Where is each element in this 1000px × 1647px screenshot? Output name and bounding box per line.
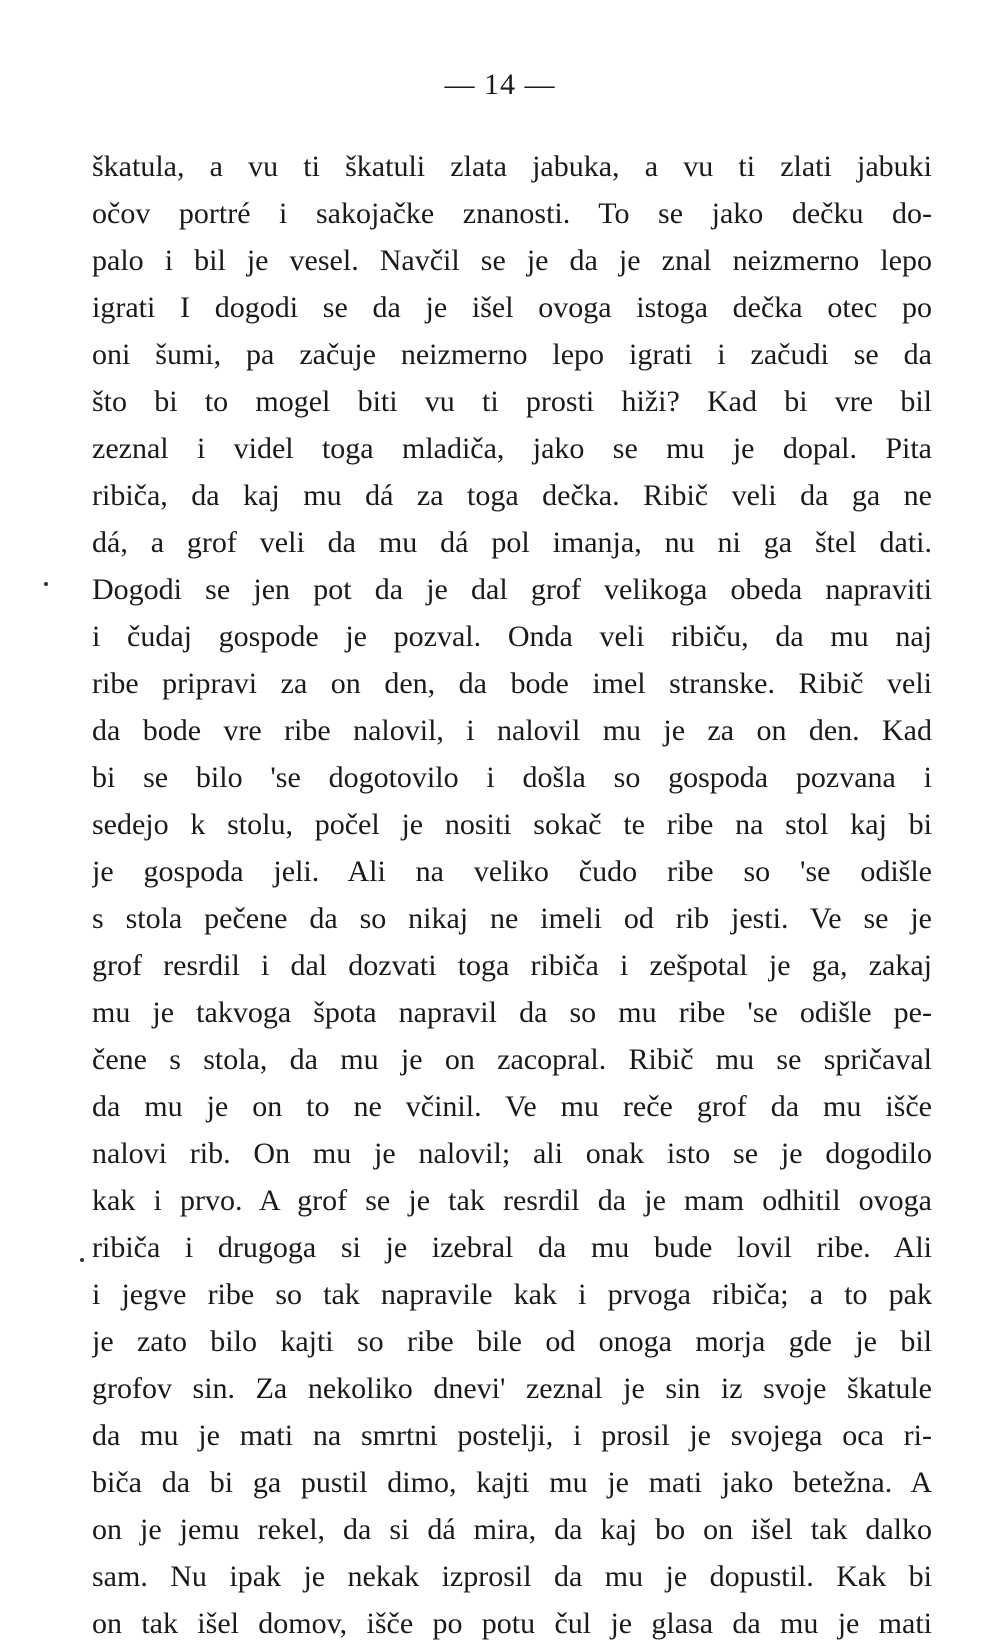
text-line: škatula, a vu ti škatuli zlata jabuka, a vu ti zlati jabuki — [92, 150, 932, 183]
text-line: je gospoda jeli. Ali na veliko čudo ribe so 'se odišle — [92, 855, 932, 888]
text-line: ribiča, da kaj mu dá za toga dečka. Ribič veli da ga ne — [92, 479, 932, 512]
text-line: čene s stola, da mu je on zacopral. Ribič mu se spričaval — [92, 1043, 932, 1076]
text-line: je zato bilo kajti so ribe bile od onoga morja gde je bil — [92, 1325, 932, 1358]
text-line: da mu je mati na smrtni postelji, i prosil je svojega oca ri- — [92, 1419, 932, 1452]
text-line: bi se bilo 'se dogotovilo i došla so gospoda pozvana i — [92, 761, 932, 794]
text-line: sedejo k stolu, počel je nositi sokač te ribe na stol kaj bi — [92, 808, 932, 841]
page-number: — 14 — — [444, 68, 556, 101]
text-line: da bode vre ribe nalovil, i nalovil mu je za on den. Kad — [92, 714, 932, 747]
text-line: grofov sin. Za nekoliko dnevi' zeznal je sin iz svoje škatule — [92, 1372, 932, 1405]
margin-mark — [80, 1258, 84, 1262]
text-line: oni šumi, pa začuje neizmerno lepo igrati i začudi se da — [92, 338, 932, 371]
text-line: i jegve ribe so tak napravile kak i prvoga ribiča; a to pak — [92, 1278, 932, 1311]
text-line: što bi to mogel biti vu ti prosti hiži? Kad bi vre bil — [92, 385, 932, 418]
text-line: ribe pripravi za on den, da bode imel stranske. Ribič veli — [92, 667, 932, 700]
text-line: Dogodi se jen pot da je dal grof velikoga obeda napraviti — [92, 573, 932, 606]
margin-mark — [44, 582, 48, 586]
text-line: on je jemu rekel, da si dá mira, da kaj bo on išel tak dalko — [92, 1513, 932, 1546]
text-line: zeznal i videl toga mladiča, jako se mu je dopal. Pita — [92, 432, 932, 465]
text-line: palo i bil je vesel. Navčil se je da je znal neizmerno lepo — [92, 244, 932, 277]
text-line: očov portré i sakojačke znanosti. To se jako dečku do- — [92, 197, 932, 230]
text-line: on tak išel domov, išče po potu čul je glasa da mu je mati — [92, 1607, 932, 1640]
text-line: i čudaj gospode je pozval. Onda veli ribiču, da mu naj — [92, 620, 932, 653]
text-line: ribiča i drugoga si je izebral da mu bude lovil ribe. Ali — [92, 1231, 932, 1264]
body-text — [92, 143, 932, 1647]
text-line: biča da bi ga pustil dimo, kajti mu je mati jako betežna. A — [92, 1466, 932, 1499]
text-line: nalovi rib. On mu je nalovil; ali onak isto se je dogodilo — [92, 1137, 932, 1170]
text-line: igrati I dogodi se da je išel ovoga istoga dečka otec po — [92, 291, 932, 324]
text-line: sam. Nu ipak je nekak izprosil da mu je dopustil. Kak bi — [92, 1560, 932, 1593]
text-line: da mu je on to ne včinil. Ve mu reče grof da mu išče — [92, 1090, 932, 1123]
text-line: dá, a grof veli da mu dá pol imanja, nu ni ga štel dati. — [92, 526, 932, 559]
text-line: kak i prvo. A grof se je tak resrdil da je mam odhitil ovoga — [92, 1184, 932, 1217]
text-line: s stola pečene da so nikaj ne imeli od rib jesti. Ve se je — [92, 902, 932, 935]
text-line: mu je takvoga špota napravil da so mu ribe 'se odišle pe- — [92, 996, 932, 1029]
text-line: grof resrdil i dal dozvati toga ribiča i zešpotal je ga, zakaj — [92, 949, 932, 982]
